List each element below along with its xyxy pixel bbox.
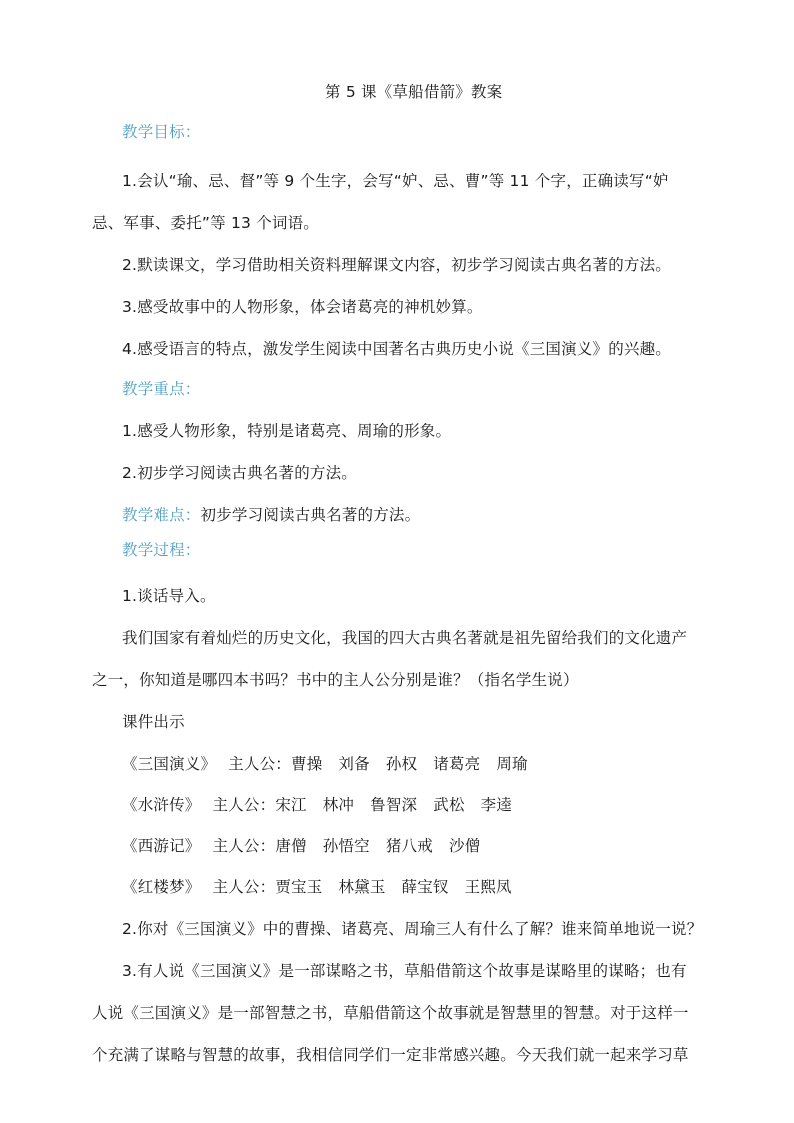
process-heading: 教学过程： — [122, 541, 201, 559]
character: 刘备 — [338, 755, 370, 773]
goal-2: 2.默读课文，学习借助相关资料理解课文内容，初步学习阅读古典名著的方法。 — [122, 256, 671, 274]
character: 武松 — [433, 796, 465, 814]
key-point-1: 1.感受人物形象，特别是诸葛亮、周瑜的形象。 — [122, 422, 452, 440]
difficulty-heading: 教学难点： — [122, 506, 201, 524]
goals-heading: 教学目标： — [122, 123, 201, 141]
character: 林黛玉 — [338, 878, 386, 896]
step-3-line-3: 个充满了谋略与智慧的故事，我相信同学们一定非常感兴趣。今天我们就一起来学习草 — [92, 1046, 689, 1064]
book-line — [122, 795, 512, 815]
character: 林冲 — [322, 796, 355, 814]
book-line — [122, 836, 480, 856]
character: 沙僧 — [448, 837, 481, 855]
intro-line-2: 之一，你知道是哪四本书吗？书中的主人公分别是谁？（指名学生说） — [92, 671, 579, 689]
character: 李逵 — [480, 796, 513, 814]
character: 孙权 — [385, 755, 418, 773]
character: 薛宝钗 — [401, 878, 449, 896]
courseware-label: 课件出示 — [122, 713, 185, 731]
character: 宋江 — [275, 796, 307, 814]
step-2: 2.你对《三国演义》中的曹操、诸葛亮、周瑜三人有什么了解？谁来简单地说一说？ — [122, 920, 703, 938]
character: 猪八戒 — [385, 837, 433, 855]
key-points-heading: 教学重点： — [122, 380, 201, 398]
character: 曹操 — [291, 755, 323, 773]
book-name: 《三国演义》 — [122, 755, 217, 773]
book-line — [122, 754, 528, 774]
goal-4: 4.感受语言的特点，激发学生阅读中国著名古典历史小说《三国演义》的兴趣。 — [122, 340, 671, 358]
intro-line-1: 我们国家有着灿烂的历史文化，我国的四大古典名著就是祖先留给我们的文化遗产 — [122, 629, 688, 647]
book-name: 《水浒传》 — [122, 796, 201, 814]
protagonist-label: 主人公： — [228, 755, 292, 773]
protagonist-label: 主人公： — [212, 796, 276, 814]
step-3-line-2: 人说《三国演义》是一部智慧之书，草船借箭这个故事就是智慧里的智慧。对于这样一 — [92, 1004, 689, 1022]
goal-1-line-2: 忌、军事、委托”等 13 个词语。 — [92, 214, 320, 232]
goal-1-line-1: 1.会认“瑜、忌、督”等 9 个生字，会写“妒、忌、曹”等 11 个字，正确读写“妒 — [122, 172, 669, 190]
difficulty-text: 初步学习阅读古典名著的方法。 — [200, 506, 421, 524]
step-1: 1.谈话导入。 — [122, 587, 216, 605]
protagonist-label: 主人公： — [212, 878, 276, 896]
page-title: 第 5 课《草船借箭》教案 — [325, 83, 503, 101]
character: 鲁智深 — [370, 796, 418, 814]
step-3-line-1: 3.有人说《三国演义》是一部谋略之书，草船借箭这个故事是谋略里的谋略；也有 — [122, 962, 687, 980]
character: 贾宝玉 — [275, 878, 323, 896]
book-line — [122, 877, 512, 897]
difficulty-row — [122, 505, 420, 525]
goal-3: 3.感受故事中的人物形象，体会诸葛亮的神机妙算。 — [122, 298, 483, 316]
key-point-2: 2.初步学习阅读古典名著的方法。 — [122, 464, 357, 482]
character: 唐僧 — [275, 837, 307, 855]
protagonist-label: 主人公： — [212, 837, 276, 855]
book-name: 《红楼梦》 — [122, 878, 201, 896]
character: 诸葛亮 — [433, 755, 481, 773]
book-name: 《西游记》 — [122, 837, 201, 855]
character: 孙悟空 — [322, 837, 370, 855]
character: 周瑜 — [496, 755, 528, 773]
character: 王熙凤 — [464, 878, 512, 896]
